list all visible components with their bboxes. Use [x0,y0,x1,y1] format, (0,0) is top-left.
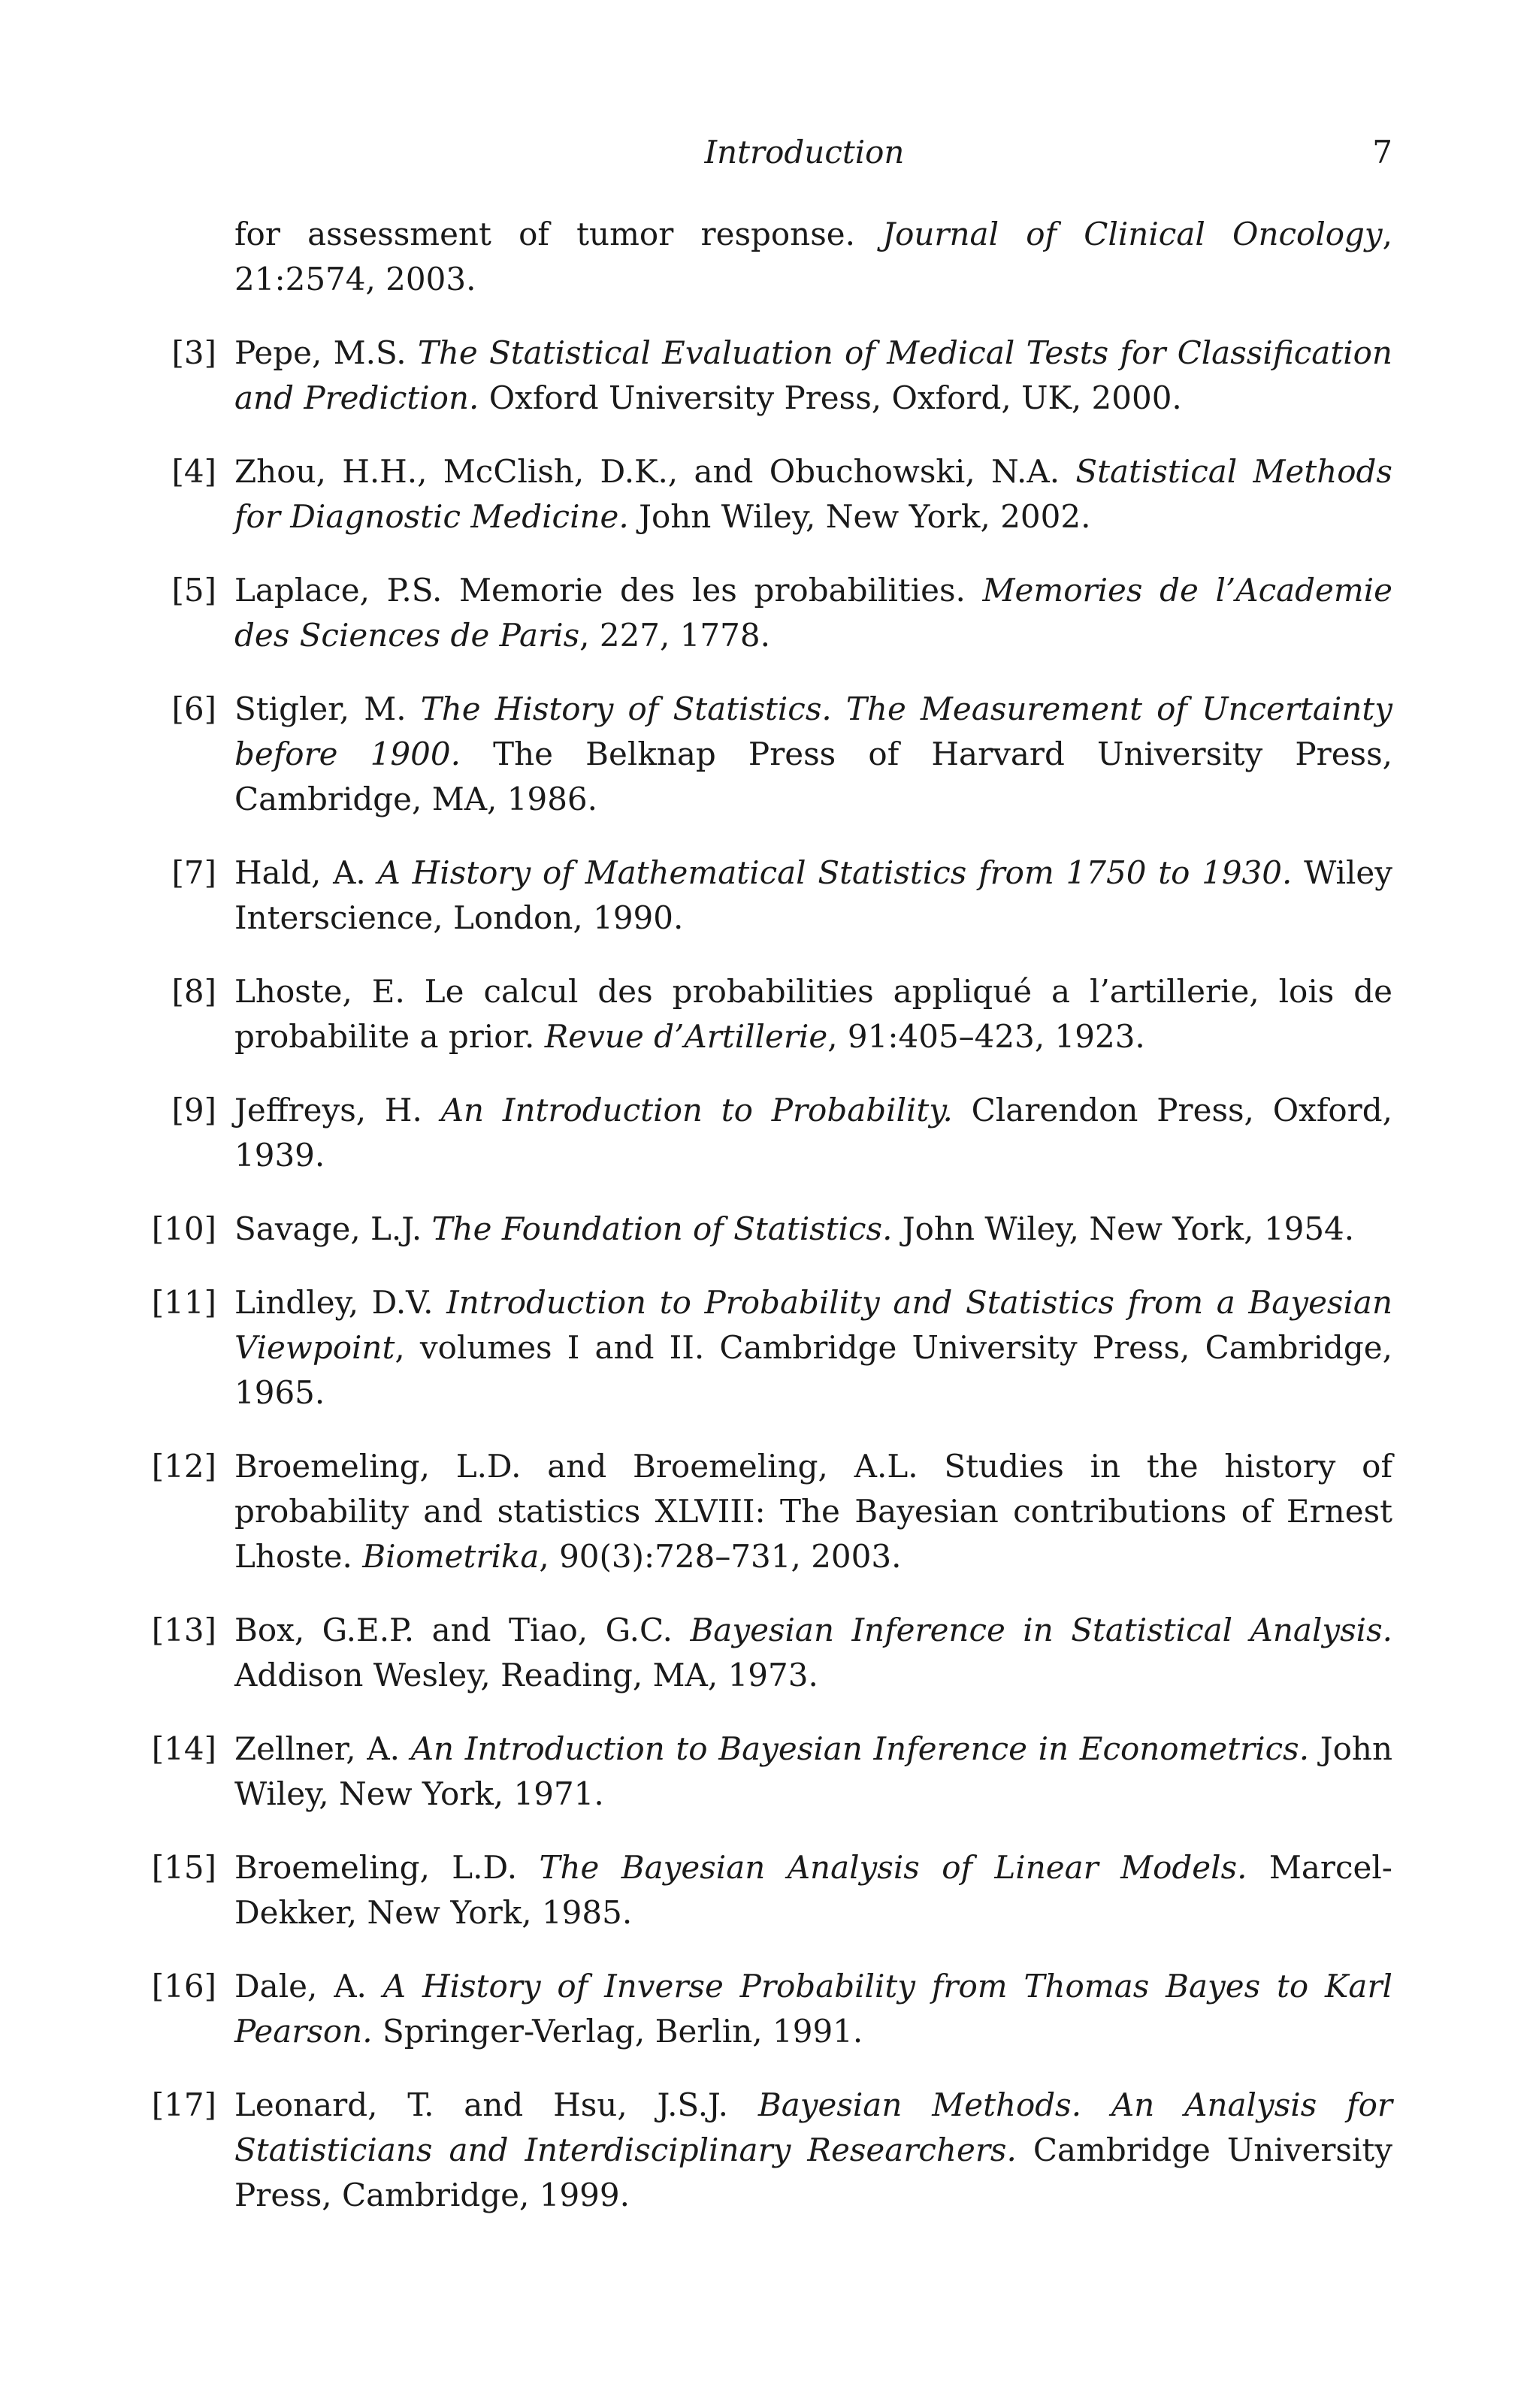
reference-text-segment: Cambridge University Press, Cambridge, 1999. [234,2132,1392,2213]
reference-text-segment: Lindley, D.V. [234,1284,447,1321]
reference-item [135,687,1392,822]
reference-number: [3] [171,334,216,371]
reference-title-italic: Biometrika [362,1538,540,1575]
reference-text-segment: Leonard, T. and Hsu, J.S.J. [234,2086,758,2123]
reference-text [216,331,1392,421]
reference-text-segment: , 21:2574, 2003. [234,216,1393,298]
reference-text-segment: Hald, A. [234,854,378,891]
reference-text-segment: Pepe, M.S. [234,334,418,371]
reference-item [135,1280,1392,1415]
reference-number: [17] [151,2086,216,2123]
running-header [216,134,1392,179]
reference-number: [10] [151,1210,216,1247]
reference-continuation [135,212,1392,302]
reference-title-italic: The History of Statistics. The Measurement of Uncertainty before 1900. [234,690,1392,772]
reference-number: [6] [171,690,216,727]
reference-text-segment: John Wiley, New York, 1971. [234,1730,1393,1812]
reference-text-segment: Zellner, A. [234,1730,411,1767]
reference-text-segment: Broemeling, L.D. and Broemeling, A.L. Studies in the history of probability and statistics XLVIII: The Bayesian contributions of Ernest Lhoste. [234,1448,1392,1575]
reference-item [135,1608,1392,1698]
reference-number: [5] [171,572,216,609]
reference-item [135,1845,1392,1935]
reference-text [216,1444,1392,1579]
reference-text [216,1280,1392,1415]
reference-title-italic: An Introduction to Bayesian Inference in Econometrics. [410,1730,1310,1767]
reference-text-segment: Stigler, M. [234,690,421,727]
reference-item [135,1727,1392,1817]
reference-number: [4] [171,453,216,490]
reference-text [216,1964,1392,2054]
reference-item [135,1444,1392,1579]
reference-text-segment: Zhou, H.H., McClish, D.K., and Obuchowski, N.A. [234,453,1076,490]
reference-number: [9] [171,1092,216,1128]
reference-text-segment: Box, G.E.P. and Tiao, G.C. [234,1612,691,1648]
reference-text-segment: Clarendon Press, Oxford, 1939. [234,1092,1392,1174]
reference-text [216,851,1392,941]
reference-number: [11] [151,1284,216,1321]
reference-item [135,331,1392,421]
reference-title-italic: Bayesian Inference in Statistical Analysis. [690,1612,1393,1648]
reference-item [135,969,1392,1059]
reference-text-segment: Dale, A. [234,1968,383,2005]
reference-text [216,2083,1392,2218]
reference-title-italic: The Foundation of Statistics. [431,1210,893,1247]
running-title: Introduction [704,134,905,171]
reference-text-segment: Wiley Interscience, London, 1990. [234,854,1393,936]
reference-title-italic: Memories de l’Academie des Sciences de Paris [234,572,1392,654]
reference-text [216,1845,1392,1935]
reference-text [216,449,1392,539]
reference-text-segment: Broemeling, L.D. [234,1849,540,1886]
reference-text [216,1727,1392,1817]
reference-text-segment: John Wiley, New York, 1954. [892,1210,1355,1247]
reference-title-italic: A History of Mathematical Statistics from 1750 to 1930. [377,854,1293,891]
reference-text-segment: Lhoste, E. Le calcul des probabilities appliqué a l’artillerie, lois de probabilite a prior. [234,973,1392,1055]
reference-text-segment: , volumes I and II. Cambridge University Press, Cambridge, 1965. [234,1329,1392,1411]
reference-text [216,568,1392,658]
reference-number: [8] [171,973,216,1010]
reference-title-italic: Bayesian Methods. An Analysis for Statisticians and Interdisciplinary Researchers. [234,2086,1392,2168]
reference-text-segment: Jeffreys, H. [234,1092,441,1128]
reference-text-segment: The Belknap Press of Harvard University Press, Cambridge, MA, 1986. [234,736,1393,817]
reference-text-segment: , 227, 1778. [579,617,770,654]
reference-text [216,1088,1392,1178]
reference-title-italic: The Bayesian Analysis of Linear Models. [539,1849,1247,1886]
reference-text-segment: for assessment of tumor response. [234,216,883,252]
reference-item [135,568,1392,658]
reference-title-italic: The Statistical Evaluation of Medical Tests for Classification and Prediction. [234,334,1392,416]
page-number: 7 [1372,134,1392,171]
reference-number: [7] [171,854,216,891]
reference-number: [16] [151,1968,216,2005]
reference-number: [13] [151,1612,216,1648]
reference-text [216,212,1392,302]
reference-text-segment: Savage, L.J. [234,1210,432,1247]
reference-title-italic: Statistical Methods for Diagnostic Medicine. [234,453,1392,535]
reference-item [135,1207,1392,1252]
reference-text-segment: Addison Wesley, Reading, MA, 1973. [234,1657,818,1693]
reference-text [216,687,1392,822]
reference-text-segment: , 90(3):728–731, 2003. [539,1538,902,1575]
reference-text-segment: Springer-Verlag, Berlin, 1991. [372,2013,863,2050]
reference-title-italic: An Introduction to Probability. [440,1092,953,1128]
reference-text-segment: Marcel-Dekker, New York, 1985. [234,1849,1393,1931]
reference-item [135,851,1392,941]
reference-title-italic: Journal of Clinical Oncology [882,216,1383,252]
reference-text-segment: Laplace, P.S. Memorie des les probabilities. [234,572,983,609]
reference-title-italic: A History of Inverse Probability from Thomas Bayes to Karl Pearson. [234,1968,1392,2050]
reference-text-segment: Oxford University Press, Oxford, UK, 2000. [479,379,1182,416]
reference-item [135,1088,1392,1178]
reference-item [135,1964,1392,2054]
reference-item [135,449,1392,539]
reference-item [135,2083,1392,2218]
reference-text [216,1608,1392,1698]
reference-number: [12] [151,1448,216,1485]
reference-title-italic: Revue d’Artillerie [544,1018,828,1055]
reference-text-segment: , 91:405–423, 1923. [827,1018,1145,1055]
reference-number: [15] [151,1849,216,1886]
reference-number: [14] [151,1730,216,1767]
reference-text-segment: John Wiley, New York, 2002. [628,498,1091,535]
reference-list [135,212,1392,2246]
reference-text [216,969,1392,1059]
reference-title-italic: Introduction to Probability and Statistics from a Bayesian Viewpoint [234,1284,1392,1366]
reference-text [216,1207,1392,1252]
